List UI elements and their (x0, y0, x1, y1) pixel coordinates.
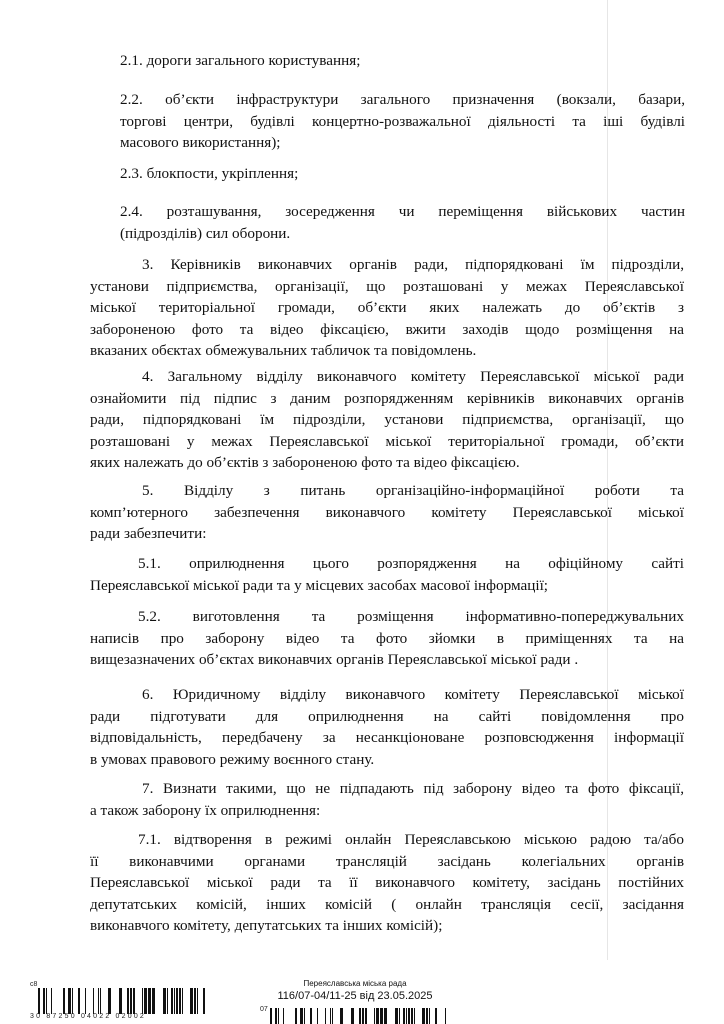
barcode-bar (38, 988, 40, 1014)
text-line: виконавчого комітету, депутатських та інших комісій); (90, 917, 443, 934)
text-line: яких належать до об’єктів з забороненою фото та відео фіксацією. (90, 454, 520, 471)
barcode-bar (127, 988, 129, 1014)
barcode-bar (411, 1008, 413, 1024)
text-line: 7. Визнати такими, що не підпадають під заборону відео та фото фіксації, (142, 780, 684, 797)
barcode-right (270, 1008, 450, 1024)
barcode-bar (270, 1008, 272, 1024)
barcode-left-prefix: с8 (30, 981, 38, 988)
barcode-bar (133, 988, 135, 1014)
barcode-bar (51, 988, 52, 1014)
paragraph-2-4 (120, 201, 685, 244)
barcode-bar (148, 988, 151, 1014)
barcode-bar (144, 988, 147, 1014)
barcode-bar (46, 988, 47, 1014)
barcode-bar (283, 1008, 284, 1024)
barcode-bar (100, 988, 101, 1014)
text-line: написів про заборону відео та фото зйомки в приміщеннях та на (90, 629, 684, 647)
text-line: забороненою фото та відео фіксацією, вжити заходів щодо розміщення на (90, 320, 684, 338)
barcode-bar (376, 1008, 379, 1024)
barcode-bar (72, 988, 73, 1014)
barcode-bar (359, 1008, 361, 1024)
barcode-bar (325, 1008, 326, 1024)
barcode-bar (190, 988, 193, 1014)
barcode-bar (351, 1008, 354, 1024)
barcode-bar (445, 1008, 446, 1024)
barcode-bar (108, 988, 111, 1014)
barcode-right-prefix: 07 (260, 1006, 268, 1013)
registration-stamp (260, 979, 450, 1003)
barcode-bar (330, 1008, 331, 1024)
text-line: 2.1. дороги загального користування; (120, 52, 361, 69)
text-line: установи підприємства, організації, що розташовані у межах Переяславської (90, 277, 684, 295)
barcode-bar (203, 988, 205, 1014)
barcode-bar (194, 988, 196, 1014)
text-line: комп’ютерного забезпечення виконавчого комітету Переяславської міської (90, 503, 684, 521)
barcode-bar (179, 988, 181, 1014)
barcode-right-graphic (270, 1008, 450, 1024)
paragraph-5 (90, 480, 684, 545)
paragraph-3 (90, 254, 684, 362)
barcode-bar (68, 988, 71, 1014)
text-line: ознайомити під підпис з даним розпорядженням керівників виконавчих органів (90, 389, 684, 407)
text-line: розташовані у межах Переяславської міської територіальної громади, об’єкти (90, 432, 684, 450)
barcode-bar (197, 988, 198, 1014)
text-line: Переяславської міської ради та у місцевих засобах масової інформації; (90, 576, 549, 594)
text-line: масового використання); (120, 134, 281, 151)
text-line: торгові центри, будівлі концертно-розважальної діяльності та іші будівлі (120, 112, 685, 130)
barcode-bar (426, 1008, 428, 1024)
text-line: 2.3. блокпости, укріплення; (120, 165, 299, 182)
barcode-bar (300, 1008, 303, 1024)
barcode-left-graphic (38, 988, 208, 1014)
text-line: 6. Юридичному відділу виконавчого комітету Переяславської міської (142, 686, 684, 703)
paragraph-6 (90, 684, 684, 770)
text-line: Переяславської міської ради та її виконавчого комітету, засідань постійних (90, 874, 684, 891)
barcode-bar (152, 988, 155, 1014)
text-line: 5.1. оприлюднення цього розпорядження на офіційному сайті (138, 555, 684, 572)
barcode-bar (435, 1008, 437, 1024)
barcode-bar (380, 1008, 383, 1024)
stamp-organization: Переяславська міська рада (303, 979, 407, 988)
text-line: міської територіальної громади, об’єкти яких належать до об’єктів з (90, 299, 684, 316)
barcode-bar (395, 1008, 398, 1024)
barcode-bar (317, 1008, 318, 1024)
barcode-bar (182, 988, 183, 1014)
text-line: в умовах правового режиму воєнного стану. (90, 750, 375, 768)
text-line: 4. Загальному відділу виконавчого комітету Переяславської міської ради (142, 368, 684, 385)
text-line: відповідальність, передбачену за несанкціоноване розповсюдження інформації (90, 729, 684, 746)
text-line: вказаних обєктах обмежувальних табличок та повідомлень. (90, 342, 477, 359)
barcode-bar (119, 988, 122, 1014)
paragraph-7-1 (90, 829, 684, 937)
text-line: депутатських комісій, інших комісій ( онлайн трансляція сесії, засідання (90, 895, 684, 913)
paragraph-4 (90, 366, 684, 474)
barcode-bar (340, 1008, 343, 1024)
barcode-bar (310, 1008, 312, 1024)
barcode-bar (163, 988, 166, 1014)
text-line: 3. Керівників виконавчих органів ради, підпорядковані їм підрозділи, (142, 256, 684, 273)
stamp-registration-number: 116/07-04/11-25 від 23.05.2025 (277, 990, 433, 1002)
barcode-bar (332, 1008, 333, 1024)
barcode-bar (142, 988, 143, 1014)
barcode-bar (78, 988, 80, 1014)
barcode-bar (403, 1008, 405, 1024)
paragraph-2-1 (120, 50, 680, 72)
text-line: ради підготувати для оприлюднення на сайті повідомлення про (90, 707, 684, 725)
barcode-bar (422, 1008, 425, 1024)
text-line: її виконавчими органами трансляцій засідань колегіальних органів (90, 852, 684, 870)
paragraph-2-3 (120, 163, 680, 185)
text-line: вищезазначених об’єктах виконавчих органів Переяславської міської ради . (90, 651, 579, 668)
text-line: 7.1. відтворення в режимі онлайн Переяславською міською радою та/або (138, 831, 684, 848)
barcode-bar (171, 988, 173, 1014)
barcode-bar (174, 988, 175, 1014)
text-line: 2.2. об’єкти інфраструктури загального призначення (вокзали, базари, (120, 91, 685, 108)
barcode-bar (176, 988, 178, 1014)
barcode-bar (43, 988, 45, 1014)
paragraph-5-1 (90, 553, 684, 596)
barcode-bar (406, 1008, 407, 1024)
paragraph-7 (90, 778, 684, 821)
paragraph-2-2 (120, 89, 685, 154)
barcode-bar (85, 988, 86, 1014)
paragraph-5-2 (90, 606, 684, 671)
barcode-bar (304, 1008, 305, 1024)
barcode-bar (414, 1008, 415, 1024)
barcode-bar (384, 1008, 387, 1024)
barcode-left (38, 988, 208, 1014)
text-line: 2.4. розташування, зосередження чи переміщення військових частин (120, 203, 685, 220)
text-line: 5.2. виготовлення та розміщення інформативно-попереджувальних (138, 608, 684, 625)
barcode-bar (130, 988, 132, 1014)
barcode-bar (278, 1008, 279, 1024)
text-line: (підрозділів) сил оборони. (120, 224, 291, 242)
barcode-left-number: 30 87250 04022 02002 (30, 1013, 147, 1020)
barcode-bar (408, 1008, 410, 1024)
barcode-bar (399, 1008, 400, 1024)
barcode-bar (275, 1008, 277, 1024)
text-line: 5. Відділу з питань організаційно-інформаційної роботи та (142, 482, 684, 499)
text-line: а також заборону їх оприлюднення: (90, 801, 321, 819)
barcode-bar (167, 988, 168, 1014)
barcode-bar (98, 988, 99, 1014)
barcode-bar (93, 988, 94, 1014)
barcode-bar (365, 1008, 367, 1024)
barcode-bar (429, 1008, 430, 1024)
text-line: ради, підпорядковані їм підрозділи, установи підприємства, організації, що (90, 411, 684, 428)
barcode-bar (374, 1008, 375, 1024)
barcode-bar (362, 1008, 364, 1024)
barcode-bar (295, 1008, 297, 1024)
text-line: ради забезпечити: (90, 525, 207, 542)
barcode-bar (63, 988, 65, 1014)
